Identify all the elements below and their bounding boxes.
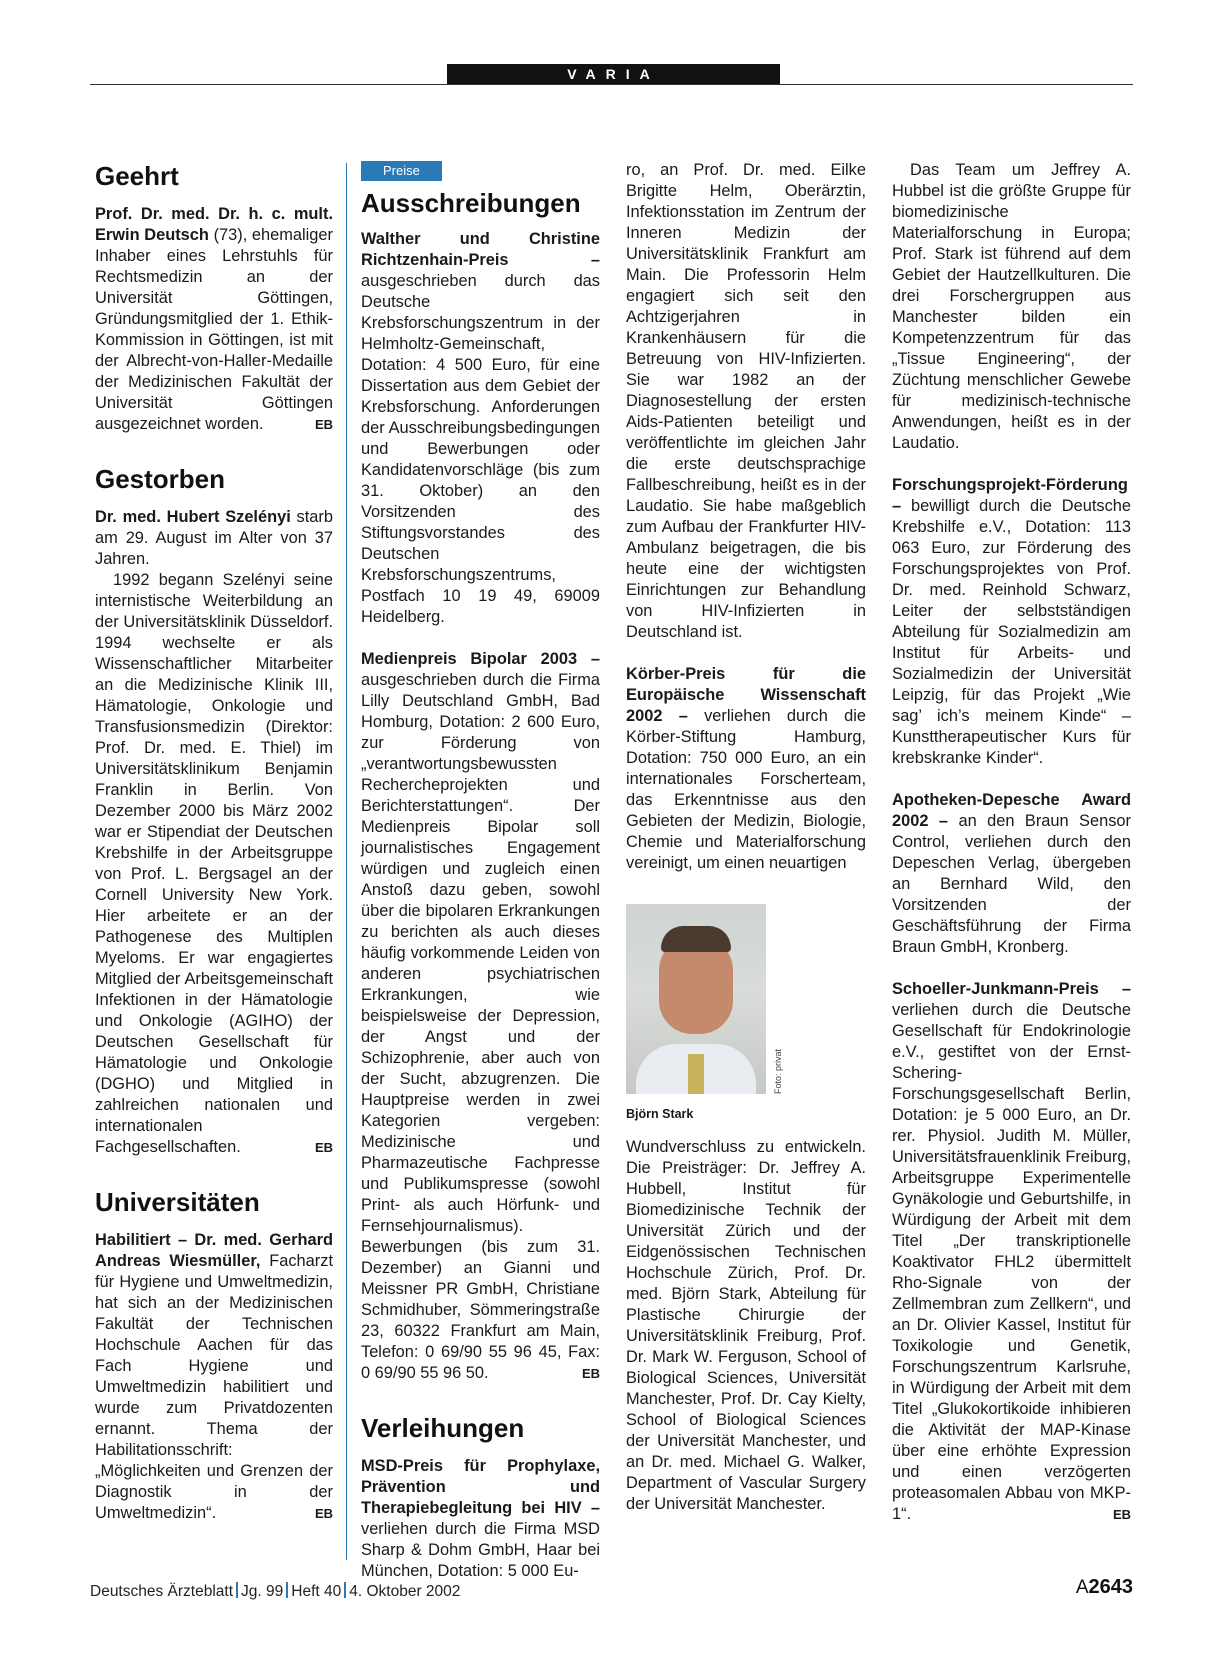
article-koerber-continued: Wundverschluss zu entwickeln. Die Preisträger: Dr. Jeffrey A. Hubbell, Institut für Biomedizinische Technik der Universität Zürich und der Eidgenössischen Technischen Hochschule Zürich, Prof. Dr. med. Björn Stark, Abteilung für Plastische Chirurgie der Universitätsklinik Freiburg, Prof. Dr. Mark W. Ferguson, School of Biological Sciences, Universität Manchester, Prof. Dr. Cay Kielty, School of Biological Sciences der Universität Manchester, und an Dr. med. Michael G. Walker, Department of Vascular Surgery der Universität Manchester.: [626, 1138, 866, 1513]
author-tag: EB: [581, 1366, 600, 1381]
medienpreis-name: Medienpreis Bipolar 2003 –: [361, 650, 600, 668]
page-number: [1076, 1576, 1133, 1599]
column-3: [626, 160, 866, 1515]
article-msd: [361, 1456, 600, 1582]
portrait-photo: [626, 904, 766, 1094]
article-medienpreis: [361, 649, 600, 1384]
medienpreis-text: ausgeschrieben durch die Firma Lilly Deutschland GmbH, Bad Homburg, Dotation: 2 600 Euro, zur Förderung von „verantwortungsbewussten Rechercheprojekten und Berichterstattungen“. Der Medienpreis Bipolar soll journalistisches Engagement würdigen und zugleich einen Anstoß dazu geben, sowohl über die bipolaren Erkrankungen zu berichten als auch dieses häufig vorkommende Leiden von anderen psychiatrischen Erkrankungen, wie beispielsweise der Depression, der Angst und der Schizophrenie, aber auch von der Sucht, abzugrenzen. Die Hauptpreise werden in zwei Kategorien vergeben: Medizinische und Pharmazeutische Fachpresse und Publikumspresse (sowohl Print- als auch Hörfunk- und Fernsehjournalismus). Bewerbungen (bis zum 31. Dezember) an Gianni und Meissner PR GmbH, Christiane Schmidhuber, Sömmeringstraße 23, 60322 Frankfurt am Main, Telefon: 0 69/90 55 96 45, Fax: 0 69/90 55 96 50.: [361, 671, 600, 1382]
footer-issue: Heft 40: [291, 1583, 342, 1600]
gestorben-name: Dr. med. Hubert Szelényi: [95, 508, 291, 526]
geehrt-text: (73), ehemaliger Inhaber eines Lehrstuhls für Rechtsmedizin an der Universität Göttingen, Gründungsmitglied der 1. Ethik-Kommission in Göttingen, ist mit der Albrecht-von-Haller-Medaille der Medizinischen Fakultät der Universität Göttingen ausgezeichnet worden.: [95, 226, 333, 433]
footer-separator: [286, 1582, 288, 1598]
gestorben-text-2: 1992 begann Szelényi seine internistische Weiterbildung an der Universitätsklinik Düsseldorf. 1994 wechselte er als Wissenschaftlicher Mitarbeiter an die Medizinische Klinik III, Hämatologie, Onkologie und Transfusionsmedizin (Direktor: Prof. Dr. med. E. Thiel) im Universitätsklinikum Benjamin Franklin in Berlin. Von Dezember 2000 bis März 2002 war er Stipendiat der Deutschen Krebshilfe in der Arbeitsgruppe von Prof. L. Bergsagel an der Cornell University New York. Hier arbeitete er an der Pathogenese des Multiplen Myeloms. Er war engagiertes Mitglied der Arbeitsgemeinschaft Infektionen in der Hämatologie und Onkologie (AGIHO) der Deutschen Gesellschaft für Hämatologie und Onkologie (DGHO) und Mitglied in zahlreichen nationalen und internationalen Fachgesellschaften.: [95, 571, 333, 1156]
article-koerber: [626, 664, 866, 874]
column-2: [361, 160, 600, 1582]
heading-ausschreibungen: Ausschreibungen: [361, 188, 581, 218]
column-1: [95, 160, 333, 1524]
page-number-value: 2643: [1088, 1576, 1133, 1598]
column-divider: [346, 163, 347, 1560]
article-apotheken: [892, 790, 1131, 958]
footer-volume: Jg. 99: [241, 1583, 284, 1600]
photo-hair: [661, 926, 731, 952]
footer-date: 4. Oktober 2002: [349, 1583, 461, 1600]
msd-text: verliehen durch die Firma MSD Sharp & Dohm GmbH, Haar bei München, Dotation: 5 000 Eu-: [361, 1520, 600, 1580]
author-tag: EB: [314, 1140, 333, 1155]
author-tag: EB: [1112, 1507, 1131, 1522]
geehrt-name: Prof. Dr. med. Dr. h. c. mult. Erwin Deutsch: [95, 205, 333, 244]
photo-caption: Björn Stark: [626, 1107, 694, 1121]
msd-name: MSD-Preis für Prophylaxe, Prävention und Therapiebegleitung bei HIV –: [361, 1457, 600, 1517]
uni-name: Habilitiert – Dr. med. Gerhard Andreas Wiesmüller,: [95, 1231, 333, 1270]
article-msd-continued: ro, an Prof. Dr. med. Eilke Brigitte Helm, Oberärztin, Infektionsstation im Zentrum der Inneren Medizin der Universitätsklinik Frankfurt am Main. Die Professorin Helm engagiert sich seit den Achtzigerjahren in Krankenhäusern für die Betreuung von HIV-Infizierten. Sie war 1982 an der Diagnosestellung der ersten Aids-Patienten beteiligt und veröffentlichte im gleichen Jahr die erste deutschsprachige Fallbeschreibung, heißt es in der Laudatio. Sie habe maßgeblich zum Aufbau der Frankfurter HIV-Ambulanz beigetragen, die bis heute eine der wichtigsten Einrichtungen zur Behandlung von HIV-Infizierten in Deutschland ist.: [626, 161, 866, 641]
article-richtzenhain: [361, 229, 600, 628]
author-tag: EB: [314, 417, 333, 432]
photo-tie: [688, 1054, 704, 1094]
koerber-name: Körber-Preis für die Europäische Wissenschaft 2002 –: [626, 665, 866, 725]
apotheken-name: Apotheken-Depesche Award 2002 –: [892, 791, 1131, 830]
footer-separator: [236, 1582, 238, 1598]
forschungsprojekt-name: Forschungsprojekt-Förderung –: [892, 476, 1128, 515]
apotheken-text: an den Braun Sensor Control, verliehen durch den Depeschen Verlag, übergeben an Bernhard Wild, den Vorsitzenden der Geschäftsführung der Firma Braun GmbH, Kronberg.: [892, 812, 1131, 956]
uni-text: Facharzt für Hygiene und Umweltmedizin, hat sich an der Medizinischen Fakultät der Technischen Hochschule Aachen für das Fach Hygiene und Umweltmedizin habilitiert und wurde zum Privatdozenten ernannt. Thema der Habilitationsschrift: „Möglichkeiten und Grenzen der Diagnostik in der Umweltmedizin“.: [95, 1252, 333, 1522]
section-header: VARIA: [447, 64, 780, 84]
footer-separator: [344, 1582, 346, 1598]
article-forschungsprojekt: [892, 475, 1131, 769]
author-tag: EB: [314, 1506, 333, 1521]
kicker-preise: Preise: [361, 161, 442, 181]
column-4: [892, 160, 1131, 1525]
footer-journal: Deutsches Ärzteblatt: [90, 1583, 234, 1600]
koerber-text: verliehen durch die Körber-Stiftung Hamburg, Dotation: 750 000 Euro, an ein internationales Forscherteam, das Erkenntnisse aus den Gebieten der Medizin, Biologie, Chemie und Materialforschung vereinigt, um einen neuartigen: [626, 707, 866, 872]
article-gestorben-body: [95, 570, 333, 1158]
richtzenhain-name: Walther und Christine Richtzenhain-Preis –: [361, 230, 600, 269]
article-team: Das Team um Jeffrey A. Hubbel ist die größte Gruppe für biomedizinische Materialforschung in Europa; Prof. Stark ist führend auf dem Gebiet der Hautzellkulturen. Die drei Forschergruppen aus Manchester bilden ein Kompetenzzentrum für das „Tissue Engineering“, der Züchtung menschlicher Gewebe für medizinisch-technische Anwendungen, heißt es in der Laudatio.: [892, 161, 1131, 452]
forschungsprojekt-text: bewilligt durch die Deutsche Krebshilfe e.V., Dotation: 113 063 Euro, zur Förderung des Forschungsprojektes von Prof. Dr. med. Reinhold Schwarz, Leiter der selbstständigen Abteilung für Sozialmedizin am Institut für Arbeits- und Sozialmedizin der Universität Leipzig, für das Projekt „Wie sag’ ich’s meinem Kinde“ – Kunsttherapeutischer Kurs für krebskranke Kinder“.: [892, 497, 1131, 767]
photo-block: [626, 904, 866, 1129]
page-prefix: A: [1075, 1577, 1089, 1598]
richtzenhain-text: ausgeschrieben durch das Deutsche Krebsforschungszentrum in der Helmholtz-Gemeinschaft, Dotation: 4 500 Euro, für eine Dissertation aus dem Gebiet der Krebsforschung. Anforderungen der Ausschreibungsbedingungen und Bewerbungen oder Kandidatenvorschläge (bis zum 31. Oktober) an den Vorsitzenden des Stiftungsvorstandes des Deutschen Krebsforschungszentrums, Postfach 10 19 49, 69009 Heidelberg.: [361, 272, 600, 626]
footer: [90, 1582, 460, 1601]
article-gestorben: [95, 507, 333, 570]
schoeller-junkmann-name: Schoeller-Junkmann-Preis –: [892, 980, 1131, 998]
article-universitaeten: [95, 1230, 333, 1524]
header-rule: [90, 84, 1133, 85]
photo-credit: Foto: privat: [773, 1048, 783, 1094]
gestorben-text-1: starb am 29. August im Alter von 37 Jahren.: [95, 508, 333, 568]
heading-geehrt: Geehrt: [95, 161, 179, 191]
article-schoeller-junkmann: [892, 979, 1131, 1525]
heading-gestorben: Gestorben: [95, 464, 226, 494]
heading-verleihungen: Verleihungen: [361, 1413, 525, 1443]
heading-universitaeten: Universitäten: [95, 1187, 260, 1217]
schoeller-junkmann-text: verliehen durch die Deutsche Gesellschaft für Endokrinologie e.V., gestiftet von der Ernst-Schering-Forschungsgesellschaft Berlin, Dotation: je 5 000 Euro, an Dr. rer. Physiol. Judith M. Müller, Universitätsfrauenklinik Freiburg, Arbeitsgruppe Experimentelle Gynäkologie und Geburtshilfe, in Würdigung der Arbeit mit dem Titel „Der transkriptionelle Koaktivator FHL2 übermittelt Rho-Signale von der Zellmembran zum Zellkern“, und an Dr. Olivier Kassel, Institut für Toxikologie und Genetik, Forschungszentrum Karlsruhe, in Würdigung der Arbeit mit dem Titel „Glukokortikoide inhibieren die Aktivität der MAP-Kinase über eine erhöhte Expression und einen verzögerten proteasomalen Abbau von MKP-1“.: [892, 1001, 1131, 1523]
article-geehrt: [95, 204, 333, 435]
